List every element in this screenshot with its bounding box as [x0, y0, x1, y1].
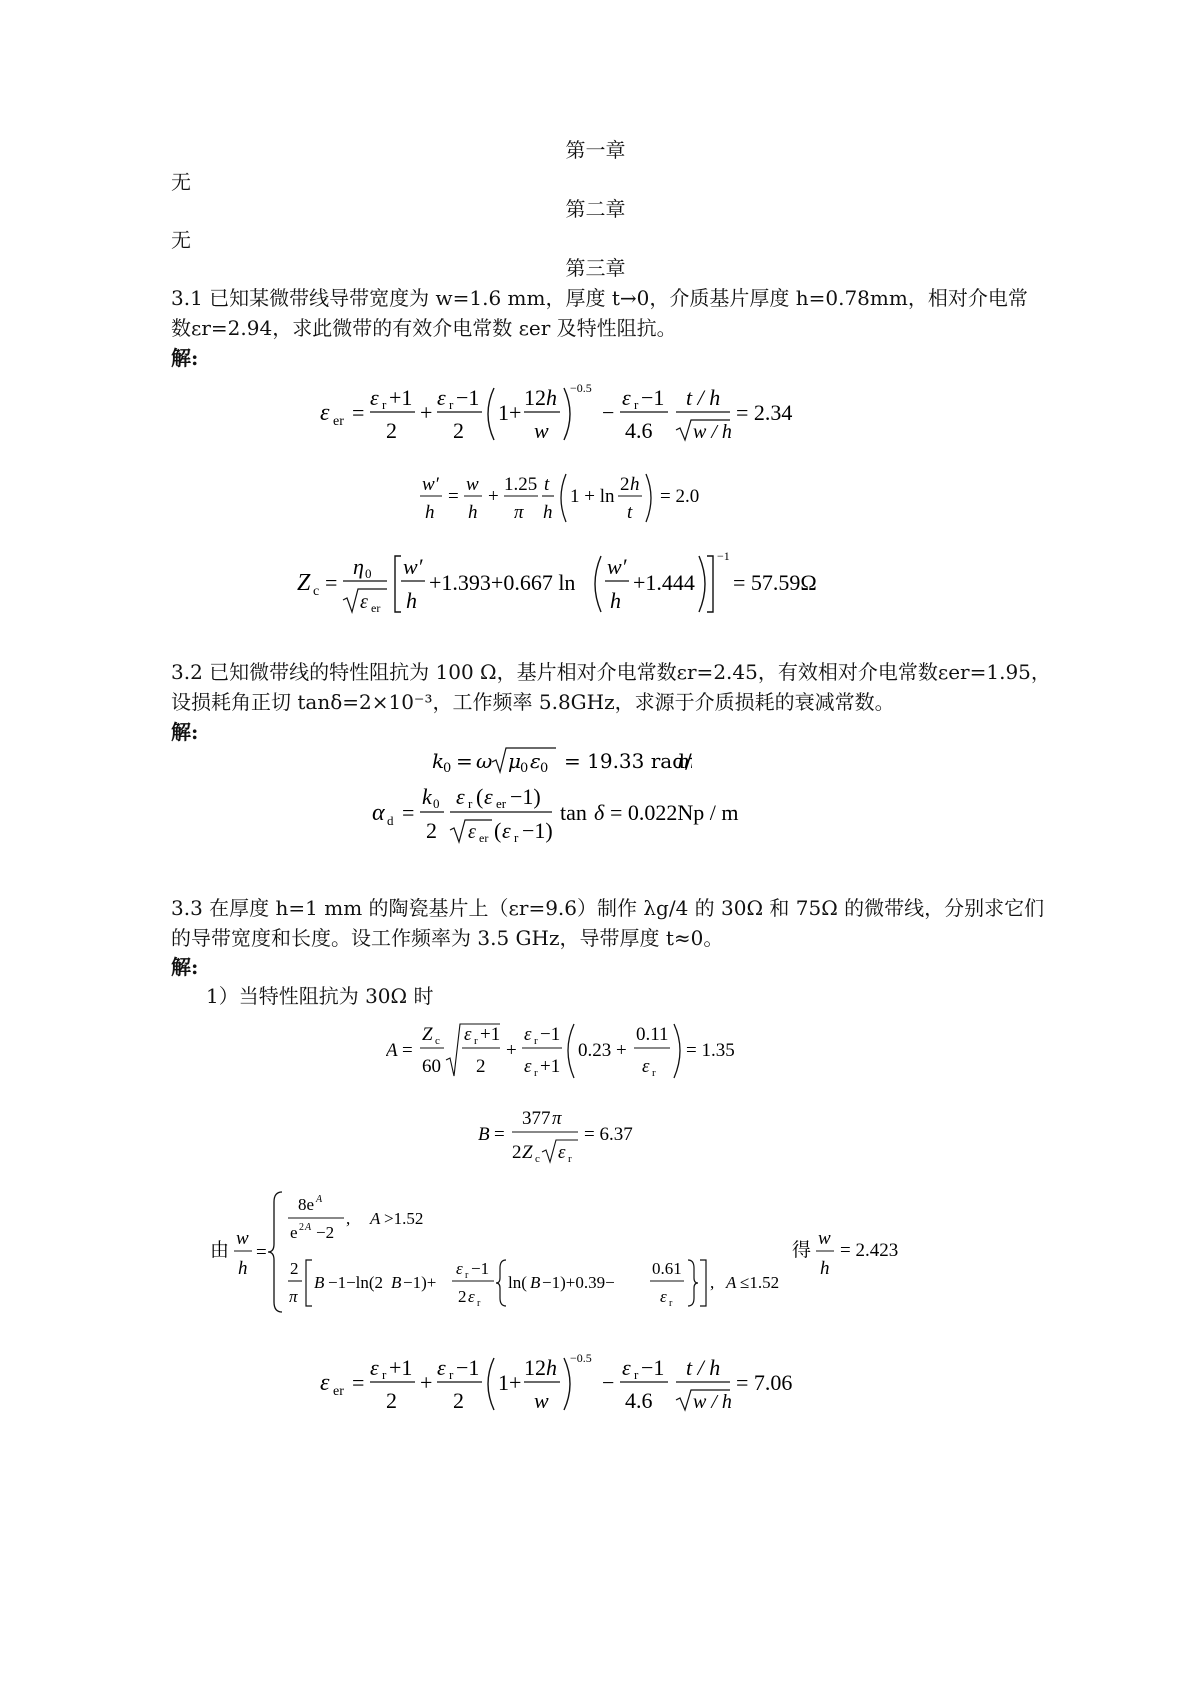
- svg-text:c: c: [435, 1035, 440, 1047]
- svg-text:,: ,: [710, 1273, 715, 1292]
- svg-text:Z: Z: [422, 1024, 433, 1045]
- svg-text:r: r: [534, 1035, 538, 1047]
- svg-text:h: h: [238, 1258, 248, 1279]
- svg-text:+: +: [488, 486, 499, 507]
- svg-text:A: A: [726, 1273, 737, 1292]
- svg-text:−1: −1: [471, 1259, 490, 1278]
- svg-text:r: r: [634, 397, 639, 412]
- svg-text:= 1.35: = 1.35: [686, 1040, 735, 1061]
- problem-3-2-line-2: 设损耗角正切 tanδ=2×10⁻³，工作频率 5.8GHz，求源于介质损耗的衰减常数。: [171, 690, 895, 714]
- equation-A-3-3: [386, 1020, 746, 1082]
- svg-text:= 2.05: = 2.0: [660, 486, 700, 507]
- equation-k0-3-2: [432, 744, 692, 778]
- case-1-label: 1）当特性阻抗为 30Ω 时: [206, 984, 434, 1008]
- svg-text:r: r: [449, 1367, 454, 1382]
- chapter-2-body: 无: [171, 228, 191, 252]
- svg-text:= 6.37: = 6.37: [584, 1124, 633, 1145]
- svg-text:r: r: [652, 1067, 656, 1079]
- svg-text:A: A: [305, 1222, 312, 1233]
- svg-text:w: w: [534, 1388, 549, 1413]
- svg-text:e: e: [290, 1223, 298, 1242]
- svg-text:0.23 +: 0.23 +: [578, 1040, 627, 1061]
- equation-B-3-3-svg: [478, 1104, 638, 1166]
- svg-text:−0.5: −0.5: [570, 381, 592, 395]
- svg-text:ε: ε: [320, 400, 330, 426]
- equation-eps-er-3-1: [320, 380, 870, 450]
- svg-text:0.61: 0.61: [652, 1259, 682, 1278]
- svg-text:1 + ln: 1 + ln: [570, 486, 615, 507]
- equation-A-3-3-svg: [386, 1020, 746, 1082]
- svg-text:r: r: [634, 1367, 639, 1382]
- svg-text:ω: ω: [476, 749, 493, 773]
- svg-text:r: r: [534, 1067, 538, 1079]
- svg-text:ε: ε: [530, 749, 541, 773]
- svg-text:2: 2: [386, 418, 397, 443]
- svg-text:−1: −1: [717, 549, 730, 563]
- svg-text:ε: ε: [524, 1056, 532, 1077]
- svg-text:w / h: w / h: [693, 1391, 732, 1413]
- svg-text:ε: ε: [468, 821, 476, 843]
- equation-eps-er-3-3: [320, 1350, 870, 1420]
- problem-3-1-line-1: 3.1 已知某微带线导带宽度为 w=1.6 mm，厚度 t→0，介质基片厚度 h=0.78mm，相对介电常: [171, 286, 1028, 310]
- svg-text:−1): −1): [510, 784, 541, 809]
- equation-alpha-d-3-2: [372, 782, 772, 848]
- svg-text:= 0.022Np / m: = 0.022Np / m: [610, 800, 739, 825]
- svg-text:k: k: [422, 784, 432, 809]
- svg-text:t: t: [627, 502, 633, 523]
- svg-text:μ: μ: [508, 749, 521, 773]
- svg-text:=: =: [456, 749, 473, 773]
- svg-text:+1.444: +1.444: [633, 570, 695, 595]
- svg-text:w: w: [466, 474, 479, 495]
- svg-text:w′: w′: [607, 554, 627, 579]
- svg-text:−1: −1: [456, 1355, 480, 1380]
- svg-text:(: (: [476, 784, 484, 809]
- svg-text:−1: −1: [540, 1024, 561, 1045]
- svg-text:+1.393+0.667 ln: +1.393+0.667 ln: [429, 570, 576, 595]
- svg-text:+: +: [420, 400, 433, 425]
- svg-text:−1−ln(2: −1−ln(2: [328, 1273, 384, 1292]
- svg-text:=: =: [402, 1040, 413, 1061]
- svg-text:+1: +1: [480, 1024, 501, 1045]
- svg-text:ε: ε: [370, 385, 379, 410]
- svg-text:0: 0: [540, 761, 549, 776]
- svg-text:ε: ε: [524, 1024, 532, 1045]
- problem-3-1-line-2: 数εr=2.94，求此微带的有效介电常数 εer 及特性阻抗。: [171, 316, 677, 340]
- equation-w-prime-3-1-svg: [420, 468, 700, 528]
- svg-text:60: 60: [422, 1056, 441, 1077]
- svg-text:2: 2: [290, 1259, 299, 1278]
- svg-text:ε: ε: [320, 1370, 330, 1396]
- svg-text:1+: 1+: [498, 1370, 522, 1395]
- svg-text:(: (: [494, 818, 502, 843]
- svg-text:ε: ε: [622, 385, 631, 410]
- svg-text:t: t: [544, 474, 550, 495]
- svg-text:>1.52: >1.52: [384, 1209, 424, 1228]
- svg-text:r: r: [382, 397, 387, 412]
- svg-text:0: 0: [365, 566, 372, 581]
- svg-text:ε: ε: [370, 1355, 379, 1380]
- svg-text:c: c: [313, 584, 320, 599]
- svg-text:tan: tan: [560, 800, 587, 825]
- problem-3-3-line-2: 的导带宽度和长度。设工作频率为 3.5 GHz，导带厚度 t≈0。: [171, 926, 724, 950]
- svg-text:=: =: [352, 400, 365, 425]
- svg-text:≤1.52: ≤1.52: [740, 1273, 780, 1292]
- problem-3-2-line-1: 3.2 已知微带线的特性阻抗为 100 Ω，基片相对介电常数εr=2.45，有效相对介电常数εer=1.95，: [171, 660, 1051, 684]
- svg-text:+: +: [506, 1040, 517, 1061]
- svg-text:r: r: [477, 1298, 481, 1309]
- svg-text:=: =: [256, 1242, 267, 1263]
- svg-text:h: h: [630, 474, 640, 495]
- svg-text:r: r: [449, 397, 454, 412]
- svg-text:er: er: [479, 831, 489, 845]
- solution-label-3-1: 解:: [171, 346, 199, 370]
- svg-text:π: π: [514, 502, 524, 523]
- svg-text:由: 由: [210, 1239, 230, 1261]
- svg-text:0: 0: [520, 761, 529, 776]
- svg-text:−0.5: −0.5: [570, 1351, 592, 1365]
- svg-text:2: 2: [453, 1388, 464, 1413]
- svg-text:2: 2: [453, 418, 464, 443]
- equation-B-3-3: [478, 1104, 638, 1166]
- svg-text:2: 2: [458, 1287, 467, 1306]
- svg-text:=: =: [402, 800, 415, 825]
- svg-text:+1: +1: [389, 1355, 413, 1380]
- equation-w-h-piecewise-3-3-svg: [210, 1188, 910, 1316]
- svg-text:er: er: [496, 796, 507, 811]
- svg-text:h: h: [406, 588, 417, 613]
- svg-text:ε: ε: [360, 591, 368, 613]
- equation-w-h-piecewise-3-3: [210, 1188, 910, 1316]
- svg-text:δ: δ: [594, 800, 605, 825]
- svg-text:w′: w′: [422, 474, 439, 495]
- chapter-1-title: 第一章: [565, 138, 626, 162]
- svg-text:w′: w′: [403, 554, 423, 579]
- svg-text:h: h: [820, 1258, 830, 1279]
- svg-text:m: [677, 749, 692, 773]
- svg-text:Z: Z: [297, 570, 311, 596]
- svg-text:c: c: [535, 1153, 540, 1165]
- svg-text:−1)+: −1)+: [403, 1273, 437, 1292]
- svg-text:=: =: [325, 570, 338, 595]
- svg-text:ε: ε: [660, 1287, 667, 1306]
- svg-text:−2: −2: [316, 1223, 335, 1242]
- svg-text:2: 2: [299, 1222, 304, 1233]
- svg-text:h: h: [425, 502, 435, 523]
- svg-text:12: 12: [524, 1355, 546, 1380]
- chapter-2-title: 第二章: [565, 197, 626, 221]
- svg-text:1.25: 1.25: [504, 474, 538, 495]
- equation-eps-er-3-1-svg: [320, 380, 870, 450]
- svg-text:r: r: [382, 1367, 387, 1382]
- equation-eps-er-3-3-svg: [320, 1350, 870, 1420]
- svg-text:ε: ε: [456, 784, 465, 809]
- svg-text:ε: ε: [558, 1142, 566, 1163]
- svg-text:w: w: [534, 418, 549, 443]
- svg-text:k: k: [432, 749, 445, 773]
- svg-text:Z: Z: [522, 1142, 533, 1163]
- svg-text:0: 0: [433, 796, 440, 811]
- svg-text:h: h: [546, 1355, 557, 1380]
- svg-text:h: h: [468, 502, 478, 523]
- chapter-1-body: 无: [171, 170, 191, 194]
- svg-text:2: 2: [386, 1388, 397, 1413]
- svg-text:h: h: [546, 385, 557, 410]
- equation-zc-3-1-svg: [297, 548, 817, 620]
- svg-text:r: r: [468, 796, 473, 811]
- svg-text:ε: ε: [437, 1355, 446, 1380]
- svg-text:−: −: [602, 400, 615, 425]
- svg-text:π: π: [289, 1287, 298, 1306]
- svg-text:ε: ε: [622, 1355, 631, 1380]
- svg-text:−1: −1: [641, 385, 665, 410]
- solution-label-3-2: 解:: [171, 720, 199, 744]
- svg-text:= 19.33 rad/: = 19.33 rad/: [564, 749, 692, 773]
- svg-text:B: B: [530, 1273, 541, 1292]
- svg-text:= 2.34: = 2.34: [736, 400, 793, 425]
- svg-text:ε: ε: [642, 1056, 650, 1077]
- svg-text:ε: ε: [468, 1287, 475, 1306]
- svg-text:r: r: [474, 1035, 478, 1047]
- svg-text:er: er: [333, 414, 344, 429]
- svg-text:h: h: [610, 588, 621, 613]
- svg-text:A: A: [386, 1040, 398, 1061]
- problem-3-3-line-1: 3.3 在厚度 h=1 mm 的陶瓷基片上（εr=9.6）制作 λg/4 的 30Ω 和 75Ω 的微带线，分别求它们: [171, 896, 1045, 920]
- svg-text:=: =: [448, 486, 459, 507]
- svg-text:4.6: 4.6: [625, 418, 653, 443]
- chapter-3-title: 第三章: [565, 256, 626, 280]
- svg-text:−1: −1: [641, 1355, 665, 1380]
- svg-text:8e: 8e: [298, 1195, 315, 1214]
- svg-text:ln(: ln(: [508, 1273, 527, 1292]
- svg-text:α: α: [372, 800, 385, 826]
- svg-text:2: 2: [620, 474, 630, 495]
- svg-text:= 2.423: = 2.423: [840, 1240, 899, 1261]
- svg-text:2: 2: [426, 818, 437, 843]
- svg-text:er: er: [371, 601, 381, 615]
- svg-text:得: 得: [792, 1239, 812, 1261]
- svg-text:377: 377: [522, 1108, 551, 1129]
- svg-text:B: B: [314, 1273, 325, 1292]
- svg-text:4.6: 4.6: [625, 1388, 653, 1413]
- equation-k0-3-2-svg: [432, 744, 692, 778]
- svg-text:w: w: [236, 1228, 249, 1249]
- svg-text:ε: ε: [437, 385, 446, 410]
- svg-text:r: r: [568, 1153, 572, 1165]
- svg-text:A: A: [316, 1194, 323, 1205]
- svg-text:w / h: w / h: [693, 421, 732, 443]
- svg-text:2: 2: [512, 1142, 522, 1163]
- svg-text:B: B: [391, 1273, 402, 1292]
- solution-label-3-3: 解:: [171, 955, 199, 979]
- svg-text:+1: +1: [540, 1056, 561, 1077]
- svg-text:0.11: 0.11: [636, 1024, 669, 1045]
- svg-text:r: r: [514, 830, 519, 845]
- svg-text:+1: +1: [389, 385, 413, 410]
- svg-text:12: 12: [524, 385, 546, 410]
- svg-text:r: r: [669, 1298, 673, 1309]
- equation-zc-3-1: [297, 548, 817, 620]
- svg-text:r: r: [465, 1270, 469, 1281]
- svg-text:t / h: t / h: [686, 1355, 721, 1380]
- svg-text:ε: ε: [502, 818, 511, 843]
- svg-text:d: d: [387, 813, 394, 828]
- svg-text:+: +: [420, 1370, 433, 1395]
- svg-text:0: 0: [443, 761, 452, 776]
- svg-text:B: B: [478, 1124, 490, 1145]
- svg-text:h: h: [543, 502, 553, 523]
- svg-text:=: =: [494, 1124, 505, 1145]
- svg-text:1+: 1+: [498, 400, 522, 425]
- svg-text:A: A: [370, 1209, 381, 1228]
- svg-text:= 7.06: = 7.06: [736, 1370, 793, 1395]
- svg-text:=: =: [352, 1370, 365, 1395]
- svg-text:π: π: [552, 1108, 562, 1129]
- svg-text:er: er: [333, 1384, 344, 1399]
- svg-text:ε: ε: [464, 1024, 472, 1045]
- svg-text:ε: ε: [456, 1259, 463, 1278]
- equation-w-prime-3-1: [420, 468, 700, 528]
- equation-alpha-d-3-2-svg: [372, 782, 772, 848]
- svg-text:η: η: [353, 554, 364, 579]
- svg-text:t / h: t / h: [686, 385, 721, 410]
- svg-text:−1): −1): [522, 818, 553, 843]
- svg-text:2: 2: [476, 1056, 486, 1077]
- svg-text:ε: ε: [484, 784, 493, 809]
- svg-text:−1: −1: [456, 385, 480, 410]
- svg-text:,: ,: [346, 1209, 351, 1228]
- svg-text:−: −: [602, 1370, 615, 1395]
- svg-text:= 57.59Ω: = 57.59Ω: [733, 570, 817, 595]
- svg-text:−1)+0.39−: −1)+0.39−: [542, 1273, 615, 1292]
- svg-text:w: w: [818, 1228, 831, 1249]
